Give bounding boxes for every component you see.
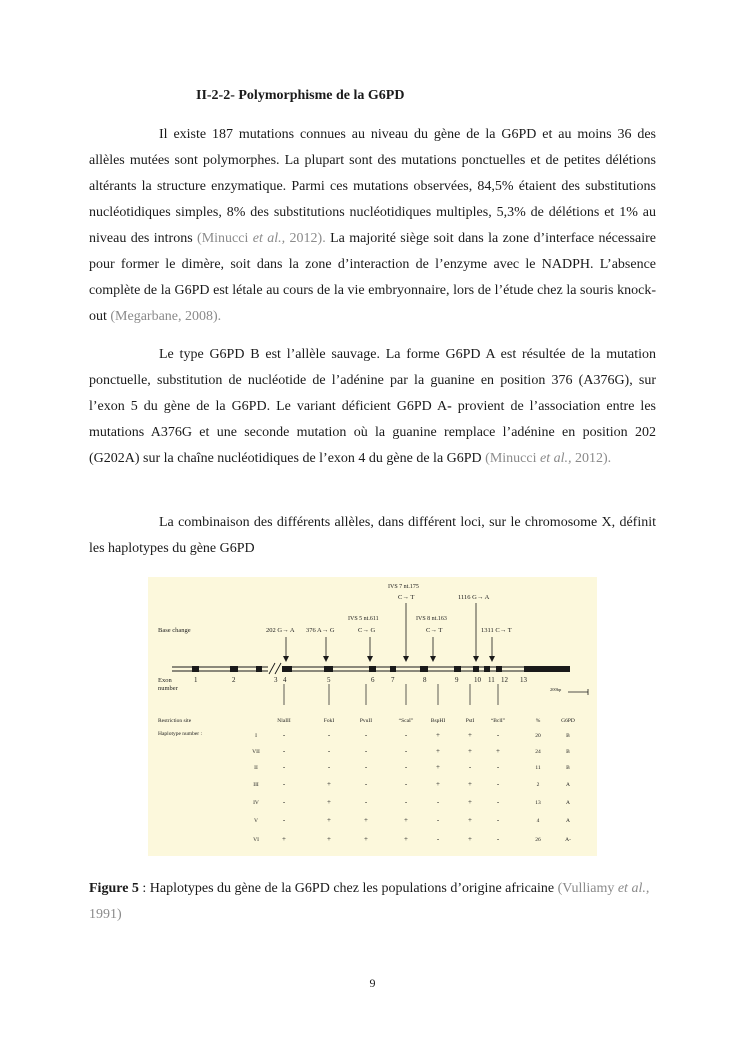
table-cell: + (468, 798, 472, 806)
haplotype-number: I (255, 733, 257, 739)
table-cell: - (468, 763, 472, 771)
table-cell: - (364, 747, 368, 755)
table-cell: - (364, 731, 368, 739)
table-cell: - (496, 780, 500, 788)
exon-number: 7 (391, 676, 395, 684)
base-change-label: Base change (158, 627, 191, 634)
paragraph-2-minus: - (447, 399, 452, 414)
paragraph-1-text-a: Il existe 187 mutations connues au niveau du gène de la G6PD et au moins 36 des allèles mutées sont polymorphes. La plupart sont des mutations ponctuelles et de petites délétions altérants la structure enzymatique. Parmi ces mutations observées, 84,5% étaient des substitutions nucléotidiques simples, 8% des substitutions nucléotidiques multiples, 5,3% de délétions et 1% au niveau des introns (89, 127, 656, 246)
table-cell: - (496, 835, 500, 843)
table-cell: - (404, 780, 408, 788)
paragraph-2-text-a: Le type G6PD B est l’allèle sauvage. La forme G6PD A est résultée de la mutation ponctuelle, substitution de nucléotide de l’adénine par la guanine en position 376 (A376G), sur l’exon 5 du gène de la G6PD. Le variant déficient G6PD A (89, 347, 656, 414)
table-cell: + (364, 816, 368, 824)
table-cell: - (404, 747, 408, 755)
haplotype-diagram (148, 577, 597, 856)
table-cell: + (327, 798, 331, 806)
haplotype-number: VII (252, 749, 260, 755)
caption-text: : Haplotypes du gène de la G6PD chez les populations d’origine africaine (138, 881, 558, 896)
table-column-header: % (535, 718, 541, 724)
exon-label-2: number (158, 685, 178, 692)
paragraph-3: La combinaison des différents allèles, dans différent loci, sur le chromosome X, définit les haplotypes du gène G6PD (89, 515, 656, 556)
table-cell: + (496, 747, 500, 755)
table-cell: 24 (535, 749, 541, 755)
paragraph-2 (89, 342, 656, 472)
table-cell: + (327, 780, 331, 788)
table-cell: - (364, 780, 368, 788)
table-cell: - (496, 816, 500, 824)
scale-label: 200bp (550, 687, 562, 692)
paragraph-1 (89, 122, 656, 330)
haplotype-figure (148, 577, 597, 856)
table-column-header: PvuII (359, 718, 373, 724)
table-cell: + (327, 816, 331, 824)
citation-megarbane[interactable]: (Megarbane, 2008). (110, 309, 222, 324)
table-cell: + (327, 835, 331, 843)
mutation-611-a: IVS 5 nt.611 (348, 616, 379, 622)
table-cell: - (282, 816, 286, 824)
paragraph-1-text-b: La majorité siège soit dans la zone d’interface nécessaire pour former le dimère, soit dans la zone d’interaction de l’enzyme avec le NADPH. L’absence complète de la G6PD est létale au cours de la vie embryonnaire, lors de l’étude chez la souris knock-out (89, 231, 656, 324)
mutation-202: 202 G→ A (266, 627, 295, 634)
table-cell: - (404, 731, 408, 739)
exon-number: 9 (455, 676, 459, 684)
exon-number: 8 (423, 676, 427, 684)
table-cell: - (496, 731, 500, 739)
table-column-header: NlaIII (277, 718, 291, 724)
table-cell: + (364, 835, 368, 843)
table-cell: + (436, 780, 440, 788)
table-cell: - (436, 798, 440, 806)
table-column-header: FokI (323, 718, 335, 724)
exon-number: 10 (474, 676, 481, 684)
haplotype-number-label: Haplotype number : (158, 731, 202, 737)
table-cell: - (282, 780, 286, 788)
table-cell: A (566, 818, 570, 824)
table-cell: - (364, 763, 368, 771)
figure-label: Figure 5 (89, 881, 139, 896)
table-cell: - (282, 731, 286, 739)
figure-caption (89, 876, 656, 928)
table-cell: - (436, 835, 440, 843)
mutation-175-b: C→ T (398, 594, 415, 601)
table-cell: - (282, 763, 286, 771)
table-cell: 26 (535, 837, 541, 843)
mutation-1116: 1116 G→ A (458, 594, 490, 601)
citation-vulliamy[interactable]: (Vulliamy et al., 1991) (89, 881, 650, 922)
table-cell: A (566, 800, 570, 806)
haplotype-number: II (254, 765, 258, 771)
exon-label-1: Exon (158, 677, 172, 684)
table-cell: B (566, 765, 570, 771)
paragraph-2-text-b: provient de l’association entre les mutations A376G et une seconde mutation où la guanine remplace l’adénine en position 202 (G202A) sur la chaîne nucléotidiques de l’exon 4 du gène de la G6PD (89, 399, 656, 466)
table-cell: + (436, 763, 440, 771)
exon-number: 11 (488, 676, 495, 684)
table-cell: 2 (536, 782, 540, 788)
table-cell: + (468, 816, 472, 824)
section-heading: II-2-2- Polymorphisme de la G6PD (196, 88, 405, 103)
table-column-header: PstI (465, 718, 475, 724)
table-cell: - (496, 763, 500, 771)
citation-minucci[interactable]: (Minucci et al., 2012). (197, 231, 326, 246)
table-cell: + (404, 835, 408, 843)
table-cell: 4 (536, 818, 540, 824)
mutation-163-a: IVS 8 nt.163 (416, 616, 447, 622)
table-cell: 11 (535, 765, 541, 771)
mutation-611-b: C→ G (358, 627, 376, 634)
table-cell: B (566, 749, 570, 755)
exon-number: 5 (327, 676, 331, 684)
exon-number: 12 (501, 676, 508, 684)
table-column-header: BspHI (430, 718, 446, 724)
table-cell: - (327, 763, 331, 771)
table-cell: + (468, 731, 472, 739)
table-cell: - (364, 798, 368, 806)
haplotype-number: VI (253, 837, 259, 843)
table-cell: - (282, 798, 286, 806)
table-cell: + (436, 731, 440, 739)
table-column-header: G6PD (561, 718, 575, 724)
haplotype-number: V (254, 818, 258, 824)
exon-number: 6 (371, 676, 375, 684)
restriction-site-label: Restriction site (158, 718, 192, 724)
page-number: 9 (369, 976, 376, 990)
mutation-376: 376 A→ G (306, 627, 335, 634)
table-cell: + (404, 816, 408, 824)
citation-minucci-2[interactable]: (Minucci et al., 2012). (485, 451, 612, 466)
table-cell: + (282, 835, 286, 843)
table-cell: A (566, 782, 570, 788)
table-cell: - (327, 731, 331, 739)
table-column-header: “BclI” (490, 718, 506, 724)
gene-map (172, 663, 570, 674)
table-cell: + (468, 835, 472, 843)
table-cell: - (436, 816, 440, 824)
exon-number: 3 (274, 676, 278, 684)
table-cell: - (496, 798, 500, 806)
exon-number: 13 (520, 676, 527, 684)
table-cell: A- (565, 837, 571, 843)
table-cell: - (404, 763, 408, 771)
table-cell: - (404, 798, 408, 806)
table-cell: 20 (535, 733, 541, 739)
mutation-163-b: C→ T (426, 627, 443, 634)
exon-number: 2 (232, 676, 236, 684)
exon-number: 1 (194, 676, 198, 684)
exon-number: 4 (283, 676, 287, 684)
table-cell: + (436, 747, 440, 755)
table-column-header: “ScaI” (398, 718, 414, 724)
haplotype-table (252, 717, 575, 843)
table-cell: - (282, 747, 286, 755)
table-cell: B (566, 733, 570, 739)
mutation-1311: 1311 C→ T (481, 627, 512, 634)
table-cell: - (327, 747, 331, 755)
mutation-175-a: IVS 7 nt.175 (388, 584, 419, 590)
haplotype-number: IV (253, 800, 259, 806)
table-cell: + (468, 747, 472, 755)
haplotype-number: III (253, 782, 259, 788)
table-cell: 13 (535, 800, 541, 806)
table-cell: + (468, 780, 472, 788)
